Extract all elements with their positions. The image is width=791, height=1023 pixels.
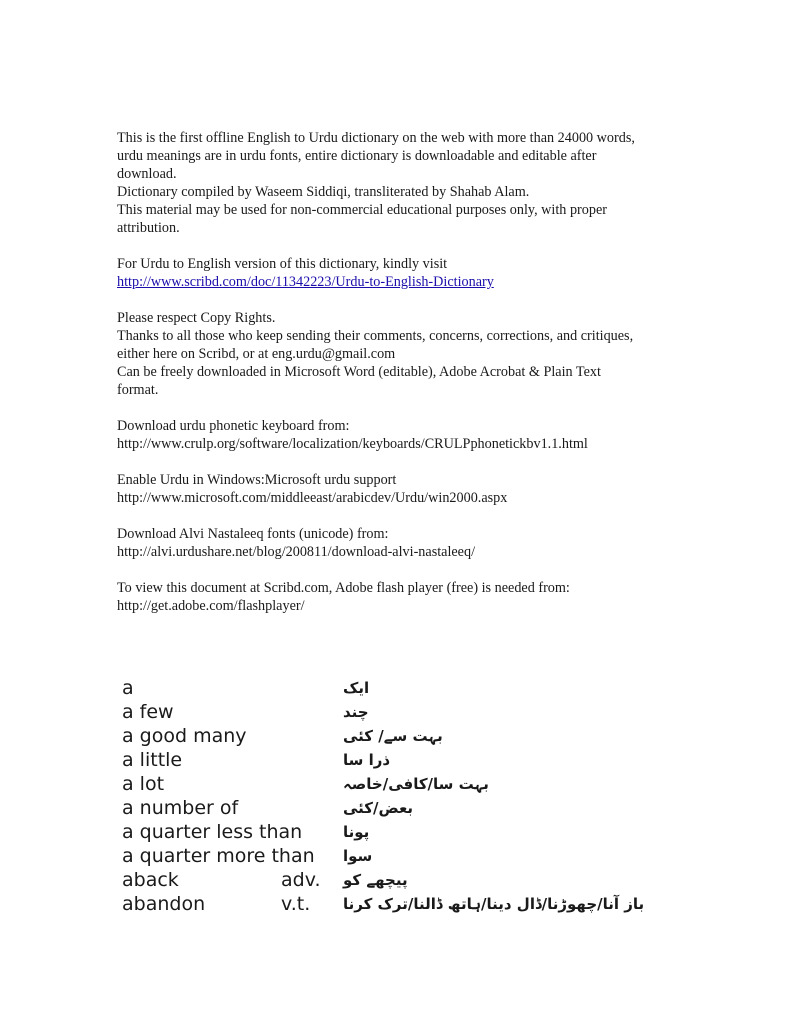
flash-url: http://get.adobe.com/flashplayer/	[117, 598, 305, 614]
dictionary-entry	[122, 772, 682, 796]
text-line: Please respect Copy Rights.	[117, 310, 276, 326]
entry-urdu: سوا	[343, 847, 373, 865]
text-line: For Urdu to English version of this dictionary, kindly visit	[117, 256, 448, 272]
text-line: This is the first offline English to Urdu dictionary on the web with more than 24000 words,	[117, 130, 635, 146]
windows-support-url: http://www.microsoft.com/middleeast/arabicdev/Urdu/win2000.aspx	[117, 490, 508, 506]
text-line: attribution.	[117, 220, 180, 236]
dictionary-entry	[122, 820, 682, 844]
intro-paragraph-flash	[117, 579, 697, 615]
entry-word: a lot	[122, 773, 165, 795]
intro-paragraph-copyright	[117, 309, 697, 399]
entry-pos: v.t.	[281, 893, 311, 915]
urdu-to-english-link[interactable]: http://www.scribd.com/doc/11342223/Urdu-to-English-Dictionary	[117, 274, 494, 290]
text-line: either here on Scribd, or at eng.urdu@gmail.com	[117, 346, 396, 362]
text-line: To view this document at Scribd.com, Adobe flash player (free) is needed from:	[117, 580, 570, 596]
intro-paragraph-keyboard	[117, 417, 697, 453]
dictionary-entry	[122, 700, 682, 724]
text-line: Enable Urdu in Windows:Microsoft urdu support	[117, 472, 397, 488]
entry-word: a good many	[122, 725, 247, 747]
fonts-url: http://alvi.urdushare.net/blog/200811/download-alvi-nastaleeq/	[117, 544, 476, 560]
entry-word: a number of	[122, 797, 239, 819]
dictionary-entry	[122, 868, 682, 892]
entry-word: aback	[122, 869, 179, 891]
dictionary-entry	[122, 796, 682, 820]
keyboard-url: http://www.crulp.org/software/localization/keyboards/CRULPphonetickbv1.1.html	[117, 436, 588, 452]
entry-urdu: بعض/کئی	[343, 799, 414, 817]
dictionary-entry	[122, 892, 682, 916]
dictionary-entry	[122, 844, 682, 868]
text-line: download.	[117, 166, 177, 182]
text-line: format.	[117, 382, 159, 398]
text-line: This material may be used for non-commercial educational purposes only, with proper	[117, 202, 607, 218]
entry-urdu: باز آنا/چھوڑنا/ڈال دینا/ہاتھ ڈالنا/ترک کرنا	[343, 895, 645, 913]
dictionary-entry	[122, 748, 682, 772]
entry-urdu: پیچھے کو	[343, 871, 408, 889]
intro-paragraph-fonts	[117, 525, 697, 561]
text-line: urdu meanings are in urdu fonts, entire dictionary is downloadable and editable after	[117, 148, 597, 164]
dictionary-entry	[122, 676, 682, 700]
entry-pos: adv.	[281, 869, 321, 891]
entry-urdu: پونا	[343, 823, 370, 841]
entry-word: a little	[122, 749, 183, 771]
entry-urdu: ایک	[343, 679, 370, 697]
entry-word: a few	[122, 701, 174, 723]
entry-word: a quarter less than	[122, 821, 303, 843]
dictionary-entry	[122, 724, 682, 748]
entry-urdu: ذرا سا	[343, 751, 391, 769]
entry-urdu: بہت سے/ کئی	[343, 727, 443, 745]
intro-paragraph-about	[117, 129, 697, 237]
entry-word: abandon	[122, 893, 206, 915]
intro-paragraph-windows	[117, 471, 697, 507]
text-line: Dictionary compiled by Waseem Siddiqi, transliterated by Shahab Alam.	[117, 184, 530, 200]
entry-word: a quarter more than	[122, 845, 315, 867]
text-line: Thanks to all those who keep sending their comments, concerns, corrections, and critiques,	[117, 328, 634, 344]
entry-word: a	[122, 677, 134, 699]
entry-urdu: بہت سا/کافی/خاصہ	[343, 775, 489, 793]
text-line: Download urdu phonetic keyboard from:	[117, 418, 350, 434]
entry-urdu: چند	[343, 703, 369, 721]
text-line: Can be freely downloaded in Microsoft Word (editable), Adobe Acrobat & Plain Text	[117, 364, 601, 380]
intro-paragraph-urdu-english	[117, 255, 697, 291]
dictionary-entries	[122, 676, 682, 916]
intro-text	[117, 129, 697, 633]
text-line: Download Alvi Nastaleeq fonts (unicode) from:	[117, 526, 389, 542]
